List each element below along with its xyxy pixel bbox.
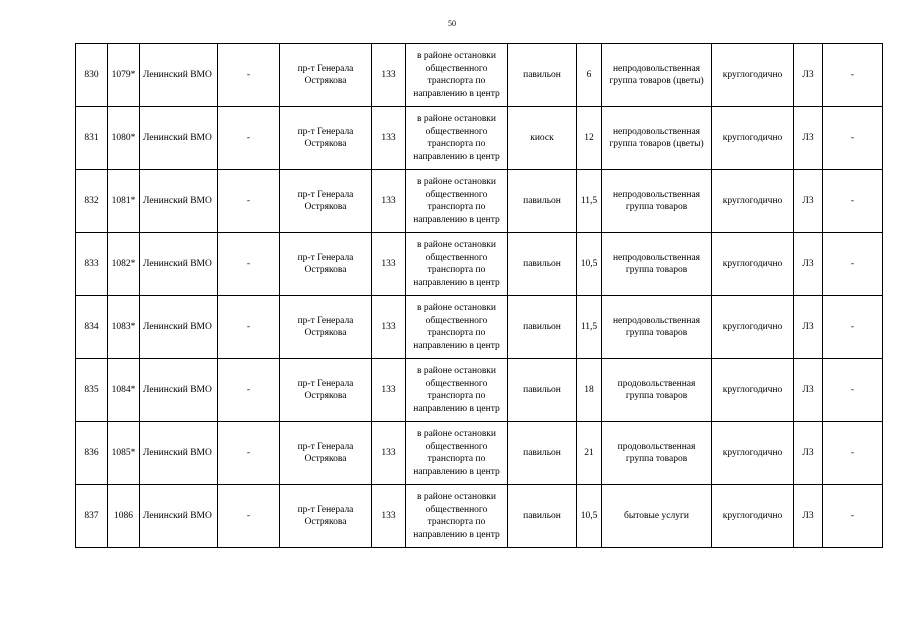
note-cell: - bbox=[823, 422, 883, 485]
empty-cell: - bbox=[218, 359, 280, 422]
street-cell: пр-т Генерала Острякова bbox=[280, 233, 372, 296]
note-cell: - bbox=[823, 359, 883, 422]
street-cell: пр-т Генерала Острякова bbox=[280, 44, 372, 107]
period-cell: круглогодично bbox=[712, 170, 794, 233]
note-cell: - bbox=[823, 233, 883, 296]
row-number-cell: 834 bbox=[76, 296, 108, 359]
district-cell: Ленинский ВМО bbox=[140, 233, 218, 296]
area-cell: 6 bbox=[577, 44, 602, 107]
area-cell: 12 bbox=[577, 107, 602, 170]
row-number-cell: 830 bbox=[76, 44, 108, 107]
row-code-cell: 1083* bbox=[108, 296, 140, 359]
street-cell: пр-т Генерала Острякова bbox=[280, 107, 372, 170]
house-number-cell: 133 bbox=[372, 485, 406, 548]
category-code-cell: Л3 bbox=[794, 233, 823, 296]
location-cell: в районе остановки общественного транспорта по направлению в центр bbox=[406, 233, 508, 296]
area-cell: 18 bbox=[577, 359, 602, 422]
row-number-cell: 837 bbox=[76, 485, 108, 548]
area-cell: 10,5 bbox=[577, 233, 602, 296]
area-cell: 11,5 bbox=[577, 170, 602, 233]
row-number-cell: 831 bbox=[76, 107, 108, 170]
district-cell: Ленинский ВМО bbox=[140, 359, 218, 422]
row-number-cell: 832 bbox=[76, 170, 108, 233]
object-type-cell: павильон bbox=[508, 170, 577, 233]
note-cell: - bbox=[823, 485, 883, 548]
category-code-cell: Л3 bbox=[794, 44, 823, 107]
period-cell: круглогодично bbox=[712, 107, 794, 170]
empty-cell: - bbox=[218, 44, 280, 107]
specialization-cell: непродовольственная группа товаров bbox=[602, 170, 712, 233]
empty-cell: - bbox=[218, 485, 280, 548]
category-code-cell: Л3 bbox=[794, 485, 823, 548]
location-cell: в районе остановки общественного транспорта по направлению в центр bbox=[406, 359, 508, 422]
location-cell: в районе остановки общественного транспорта по направлению в центр bbox=[406, 296, 508, 359]
location-cell: в районе остановки общественного транспорта по направлению в центр bbox=[406, 44, 508, 107]
table-row bbox=[76, 422, 883, 485]
object-type-cell: киоск bbox=[508, 107, 577, 170]
specialization-cell: непродовольственная группа товаров bbox=[602, 296, 712, 359]
table-row bbox=[76, 296, 883, 359]
category-code-cell: Л3 bbox=[794, 359, 823, 422]
category-code-cell: Л3 bbox=[794, 296, 823, 359]
district-cell: Ленинский ВМО bbox=[140, 296, 218, 359]
row-code-cell: 1079* bbox=[108, 44, 140, 107]
house-number-cell: 133 bbox=[372, 296, 406, 359]
district-cell: Ленинский ВМО bbox=[140, 485, 218, 548]
period-cell: круглогодично bbox=[712, 422, 794, 485]
row-code-cell: 1081* bbox=[108, 170, 140, 233]
area-cell: 10,5 bbox=[577, 485, 602, 548]
street-cell: пр-т Генерала Острякова bbox=[280, 485, 372, 548]
category-code-cell: Л3 bbox=[794, 170, 823, 233]
period-cell: круглогодично bbox=[712, 485, 794, 548]
row-number-cell: 833 bbox=[76, 233, 108, 296]
house-number-cell: 133 bbox=[372, 44, 406, 107]
page-number: 50 bbox=[448, 19, 456, 28]
specialization-cell: непродовольственная группа товаров (цветы) bbox=[602, 44, 712, 107]
area-cell: 11,5 bbox=[577, 296, 602, 359]
object-type-cell: павильон bbox=[508, 359, 577, 422]
table-row bbox=[76, 107, 883, 170]
row-code-cell: 1080* bbox=[108, 107, 140, 170]
location-cell: в районе остановки общественного транспорта по направлению в центр bbox=[406, 485, 508, 548]
period-cell: круглогодично bbox=[712, 44, 794, 107]
house-number-cell: 133 bbox=[372, 359, 406, 422]
empty-cell: - bbox=[218, 170, 280, 233]
table-row bbox=[76, 44, 883, 107]
house-number-cell: 133 bbox=[372, 233, 406, 296]
table-row bbox=[76, 485, 883, 548]
specialization-cell: непродовольственная группа товаров (цветы) bbox=[602, 107, 712, 170]
row-number-cell: 836 bbox=[76, 422, 108, 485]
street-cell: пр-т Генерала Острякова bbox=[280, 359, 372, 422]
table-row bbox=[76, 359, 883, 422]
note-cell: - bbox=[823, 44, 883, 107]
period-cell: круглогодично bbox=[712, 233, 794, 296]
empty-cell: - bbox=[218, 422, 280, 485]
location-cell: в районе остановки общественного транспорта по направлению в центр bbox=[406, 107, 508, 170]
period-cell: круглогодично bbox=[712, 296, 794, 359]
table-row bbox=[76, 233, 883, 296]
object-type-cell: павильон bbox=[508, 296, 577, 359]
note-cell: - bbox=[823, 170, 883, 233]
empty-cell: - bbox=[218, 296, 280, 359]
empty-cell: - bbox=[218, 233, 280, 296]
row-code-cell: 1085* bbox=[108, 422, 140, 485]
object-type-cell: павильон bbox=[508, 485, 577, 548]
district-cell: Ленинский ВМО bbox=[140, 170, 218, 233]
row-code-cell: 1086 bbox=[108, 485, 140, 548]
table-row bbox=[76, 170, 883, 233]
category-code-cell: Л3 bbox=[794, 422, 823, 485]
area-cell: 21 bbox=[577, 422, 602, 485]
object-type-cell: павильон bbox=[508, 422, 577, 485]
district-cell: Ленинский ВМО bbox=[140, 107, 218, 170]
category-code-cell: Л3 bbox=[794, 107, 823, 170]
row-code-cell: 1084* bbox=[108, 359, 140, 422]
house-number-cell: 133 bbox=[372, 422, 406, 485]
specialization-cell: продовольственная группа товаров bbox=[602, 359, 712, 422]
district-cell: Ленинский ВМО bbox=[140, 44, 218, 107]
object-type-cell: павильон bbox=[508, 233, 577, 296]
specialization-cell: бытовые услуги bbox=[602, 485, 712, 548]
note-cell: - bbox=[823, 107, 883, 170]
row-code-cell: 1082* bbox=[108, 233, 140, 296]
house-number-cell: 133 bbox=[372, 107, 406, 170]
registry-table bbox=[75, 43, 883, 548]
street-cell: пр-т Генерала Острякова bbox=[280, 422, 372, 485]
specialization-cell: непродовольственная группа товаров bbox=[602, 233, 712, 296]
object-type-cell: павильон bbox=[508, 44, 577, 107]
street-cell: пр-т Генерала Острякова bbox=[280, 296, 372, 359]
house-number-cell: 133 bbox=[372, 170, 406, 233]
location-cell: в районе остановки общественного транспорта по направлению в центр bbox=[406, 422, 508, 485]
street-cell: пр-т Генерала Острякова bbox=[280, 170, 372, 233]
period-cell: круглогодично bbox=[712, 359, 794, 422]
specialization-cell: продовольственная группа товаров bbox=[602, 422, 712, 485]
location-cell: в районе остановки общественного транспорта по направлению в центр bbox=[406, 170, 508, 233]
district-cell: Ленинский ВМО bbox=[140, 422, 218, 485]
table-body bbox=[76, 44, 883, 548]
note-cell: - bbox=[823, 296, 883, 359]
empty-cell: - bbox=[218, 107, 280, 170]
row-number-cell: 835 bbox=[76, 359, 108, 422]
